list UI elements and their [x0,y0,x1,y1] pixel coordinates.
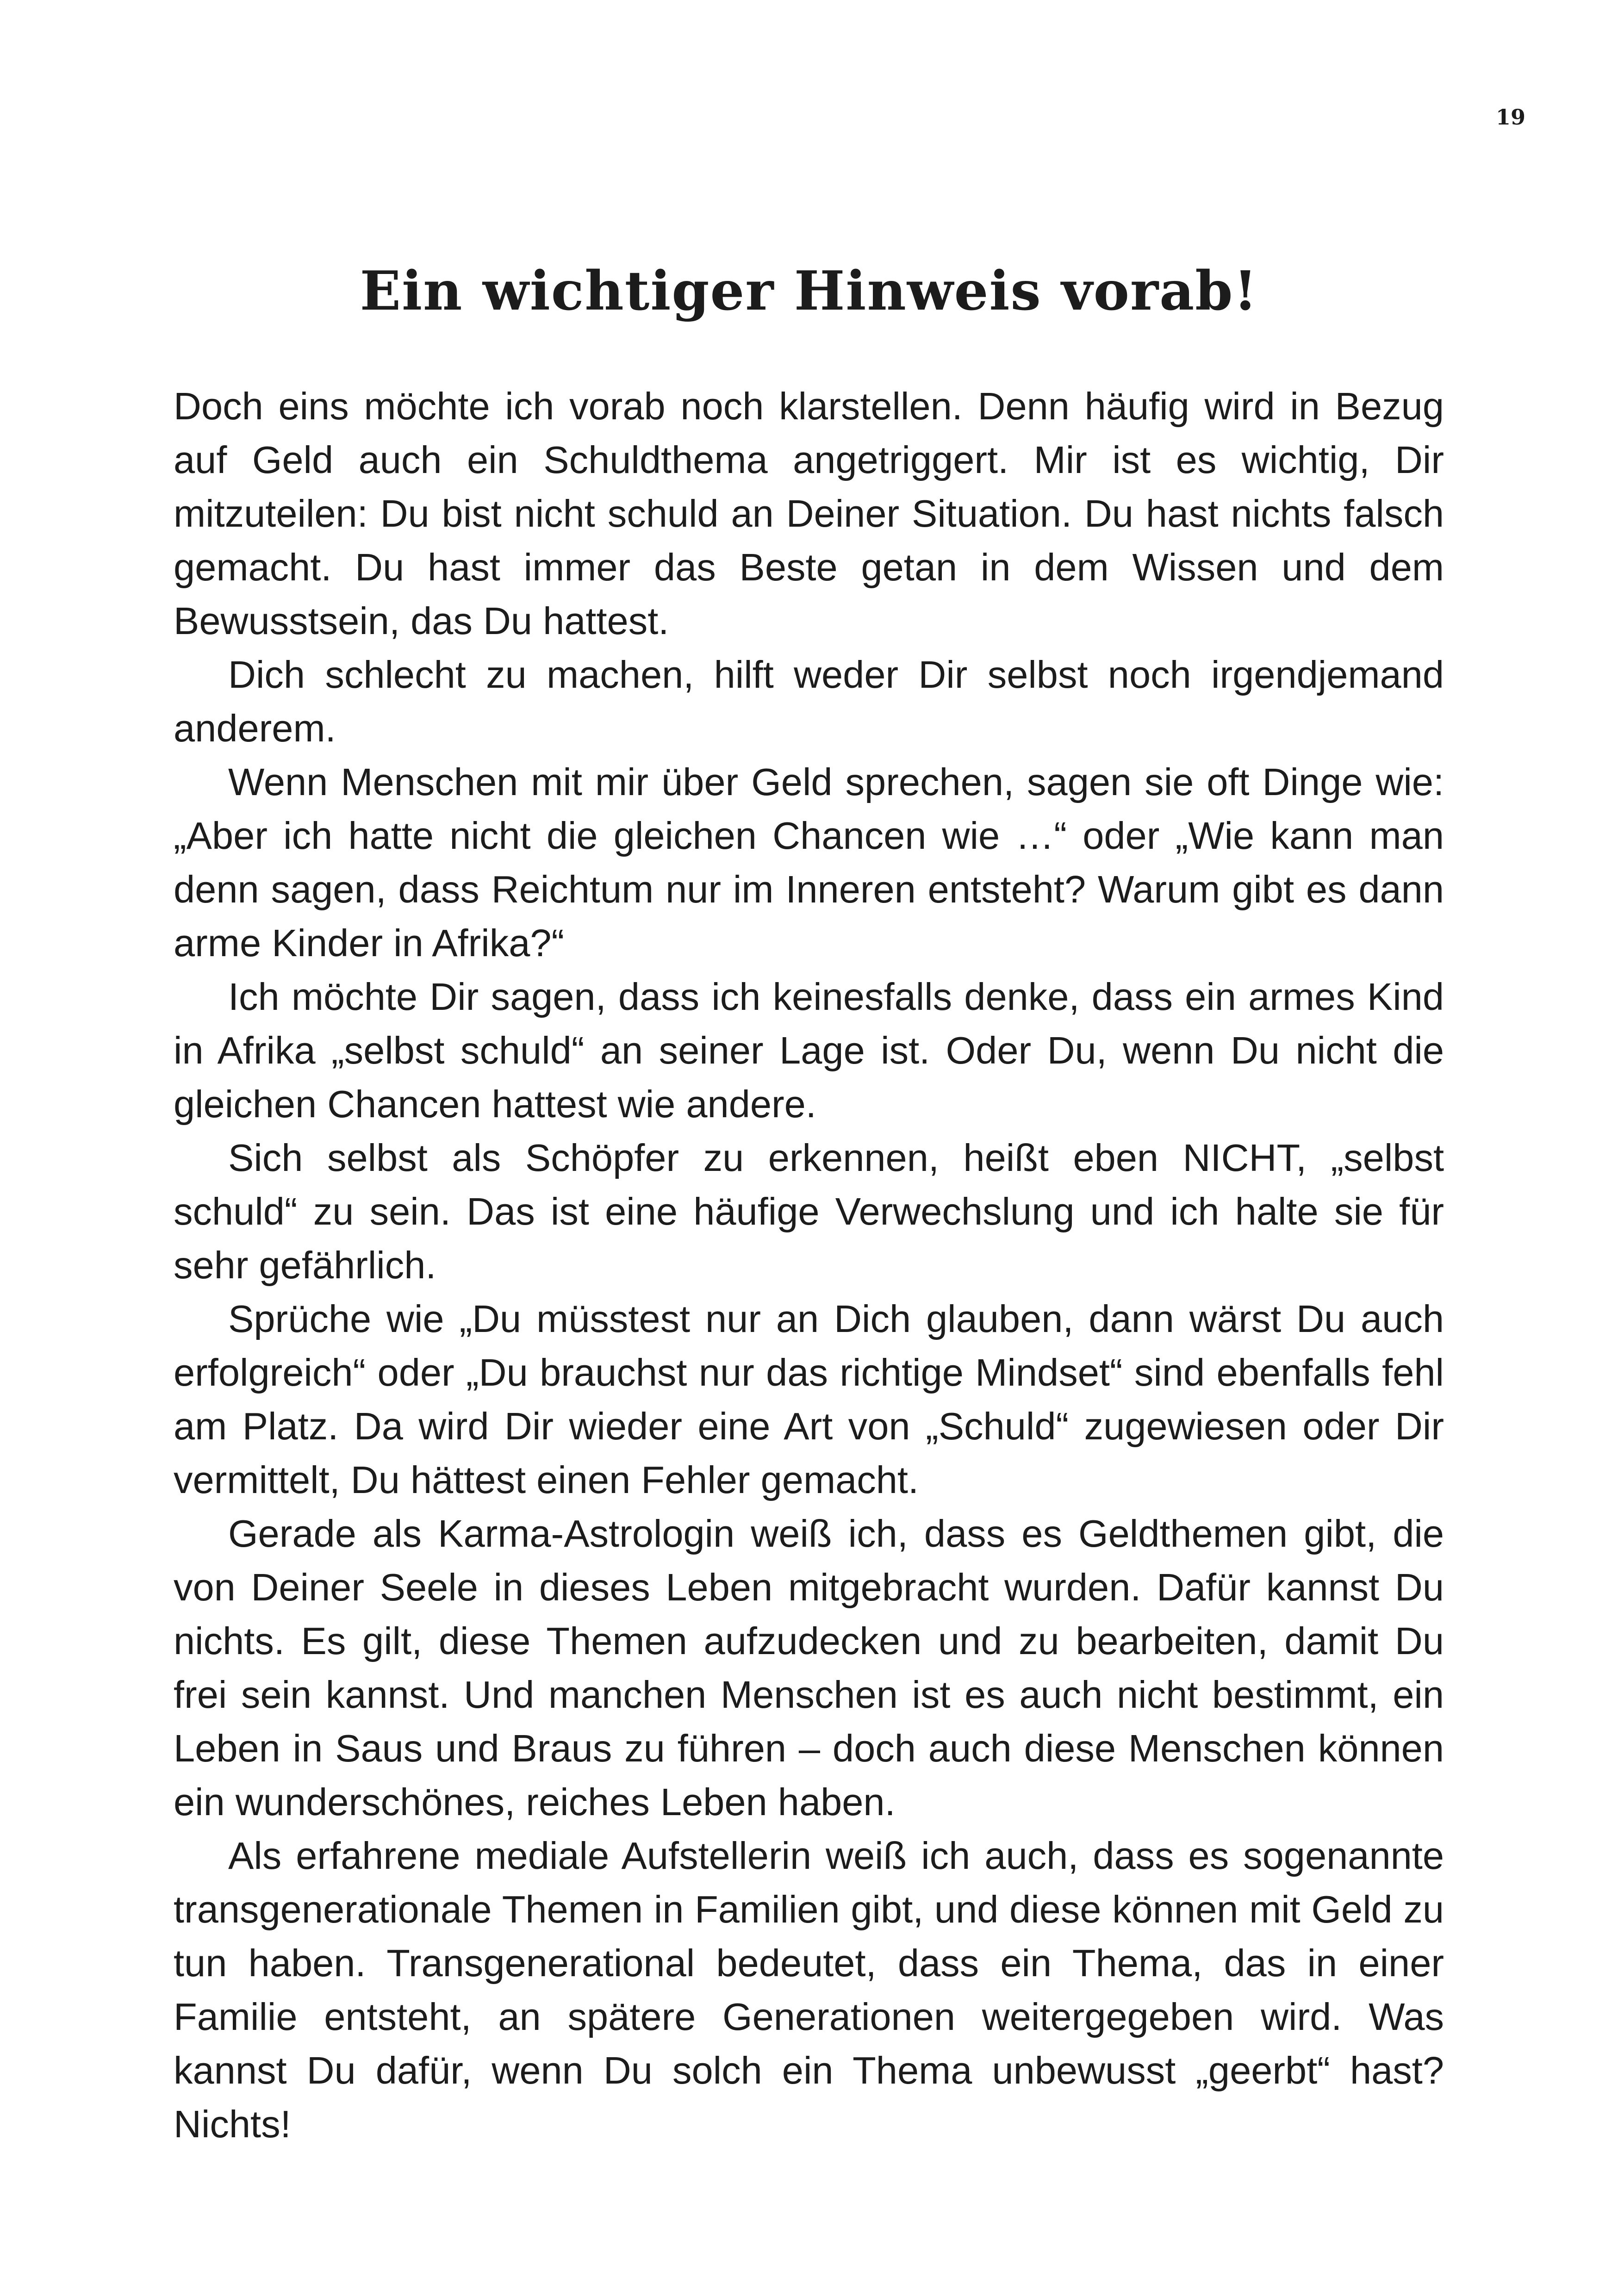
paragraph: Gerade als Karma-Astrologin weiß ich, dass es Geldthemen gibt, die von Deiner Seele in dieses Leben mitgebracht wurden. Dafür kannst Du nichts. Es gilt, diese Themen aufzudecken und zu bearbeiten, damit Du frei sein kannst. Und manchen Menschen ist es auch nicht bestimmt, ein Leben in Saus und Braus zu führen – doch auch diese Menschen können ein wunderschönes, reiches Leben haben. [174,1512,1444,1823]
paragraph: Ich möchte Dir sagen, dass ich keinesfalls denke, dass ein armes Kind in Afrika „selbst schuld“ an seiner Lage ist. Oder Du, wenn Du nicht die gleichen Chancen hattest wie andere. [174,975,1444,1126]
paragraph: Doch eins möchte ich vorab noch klarstellen. Denn häufig wird in Bezug auf Geld auch ein Schuldthema angetriggert. Mir ist es wichtig, Dir mitzuteilen: Du bist nicht schuld an Deiner Situation. Du hast nichts falsch gemacht. Du hast immer das Beste getan in dem Wissen und dem Bewusstsein, das Du hattest. [174,385,1444,642]
paragraph: Wenn Menschen mit mir über Geld sprechen, sagen sie oft Dinge wie: „Aber ich hatte nicht die gleichen Chancen wie …“ oder „Wie kann man denn sagen, dass Reichtum nur im Inneren entsteht? Warum gibt es dann arme Kinder in Afrika?“ [174,760,1444,964]
page-number: 19 [1495,105,1525,130]
paragraph: Sich selbst als Schöpfer zu erkennen, heißt eben NICHT, „selbst schuld“ zu sein. Das ist eine häufige Verwechslung und ich halte sie für sehr gefährlich. [174,1136,1444,1287]
paragraph: Sprüche wie „Du müsstest nur an Dich glauben, dann wärst Du auch erfolgreich“ oder „Du brauchst nur das richtige Mindset“ sind ebenfalls fehl am Platz. Da wird Dir wieder eine Art von „Schuld“ zugewiesen oder Dir vermittelt, Du hättest einen Fehler gemacht. [174,1297,1444,1501]
body-text [174,380,1444,2151]
page-title: Ein wichtiger Hinweis vorab! [360,260,1258,323]
paragraph: Dich schlecht zu machen, hilft weder Dir selbst noch irgendjemand anderem. [174,653,1444,750]
paragraph: Als erfahrene mediale Aufstellerin weiß ich auch, dass es sogenannte transgenerationale Themen in Familien gibt, und diese können mit Geld zu tun haben. Transgenerational bedeutet, dass ein Thema, das in einer Familie entsteht, an spätere Generationen weitergegeben wird. Was kannst Du dafür, wenn Du solch ein Thema unbewusst „geerbt“ hast? Nichts! [174,1834,1444,2146]
